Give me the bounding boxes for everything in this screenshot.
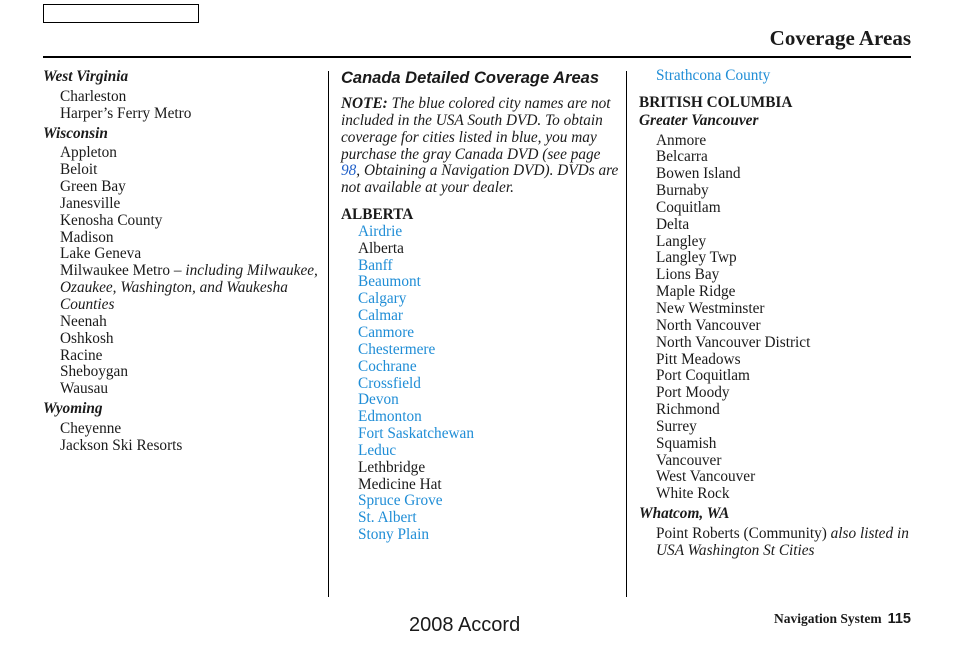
city-item: [341, 477, 621, 494]
city-item: [639, 402, 914, 419]
city-name: Lake Geneva: [60, 245, 142, 263]
region-heading: Greater Vancouver: [639, 111, 759, 129]
city-item: [341, 510, 621, 527]
city-item: [639, 486, 914, 503]
city-name: Alberta: [358, 239, 404, 257]
city-name: Edmonton: [358, 408, 422, 426]
city-item: [639, 149, 914, 166]
city-name: Stony Plain: [358, 526, 429, 544]
column-us-states: [43, 68, 318, 455]
city-item: [341, 342, 621, 359]
city-item: [639, 217, 914, 234]
city-item: [43, 179, 318, 196]
bc-regions: [639, 113, 914, 560]
header-box: [43, 4, 199, 23]
city-item: [639, 234, 914, 251]
region-heading: Whatcom, WA: [639, 505, 730, 523]
city-note: including Milwaukee, Ozaukee, Washington, and Waukesha Counties: [60, 262, 318, 313]
city-item: [341, 325, 621, 342]
footer-model: 2008 Accord: [409, 614, 521, 636]
city-name: Coquitlam: [656, 198, 721, 216]
city-item: [43, 213, 318, 230]
city-name: Madison: [60, 228, 114, 246]
city-name: Fort Saskatchewan: [358, 425, 474, 443]
city-name: Anmore: [656, 131, 707, 149]
city-name: Crossfield: [358, 374, 421, 392]
city-name: Airdrie: [358, 222, 403, 240]
city-name: Squamish: [656, 434, 717, 452]
footer-section: Navigation System: [773, 611, 882, 626]
city-item: [341, 359, 621, 376]
city-name: Janesville: [60, 194, 121, 212]
city-item: [43, 348, 318, 365]
city-item: [639, 385, 914, 402]
city-item: [341, 376, 621, 393]
city-name: Beloit: [60, 161, 98, 179]
city-item: [341, 308, 621, 325]
city-item: [341, 426, 621, 443]
city-note: also listed in USA Washington St Cities: [656, 524, 909, 559]
city-name: Strathcona County: [656, 67, 771, 84]
city-name: Racine: [60, 346, 103, 364]
city-item: [639, 133, 914, 150]
city-item: [43, 162, 318, 179]
city-name: Oshkosh: [60, 329, 114, 347]
city-name: Kenosha County: [60, 211, 163, 229]
city-name: Point Roberts (Community): [656, 524, 831, 542]
city-item: [341, 241, 621, 258]
province-heading: BRITISH COLUMBIA: [639, 93, 793, 111]
city-item: [341, 274, 621, 291]
city-name: Cochrane: [358, 357, 417, 375]
canada-note: [341, 96, 621, 197]
column-canada: [341, 68, 621, 544]
city-item: [43, 438, 318, 455]
city-name: Canmore: [358, 323, 415, 341]
province-heading: ALBERTA: [341, 206, 414, 224]
city-name: Surrey: [656, 417, 697, 435]
state-heading: Wisconsin: [43, 124, 108, 142]
city-name: Harper’s Ferry Metro: [60, 104, 192, 122]
city-item: [639, 183, 914, 200]
city-item: [639, 419, 914, 436]
city-name: Milwaukee Metro –: [60, 262, 186, 280]
city-item: [43, 196, 318, 213]
city-name: Belcarra: [656, 148, 708, 166]
city-name: Beaumont: [358, 273, 421, 291]
city-item: [639, 453, 914, 470]
city-item: [341, 527, 621, 544]
city-item: [639, 436, 914, 453]
city-name: Cheyenne: [60, 419, 122, 437]
city-item: [43, 421, 318, 438]
city-name: Lions Bay: [656, 266, 720, 284]
column-divider-1: [328, 71, 329, 597]
footer-nav: [774, 611, 911, 627]
city-name: Vancouver: [656, 451, 722, 469]
city-item: [639, 301, 914, 318]
city-item: [639, 368, 914, 385]
city-item: [43, 246, 318, 263]
city-name: Lethbridge: [358, 458, 426, 476]
note-page-link[interactable]: 98: [341, 162, 357, 180]
state-heading: West Virginia: [43, 68, 129, 85]
city-name: Neenah: [60, 312, 107, 330]
city-item: [341, 291, 621, 308]
city-item: [639, 166, 914, 183]
column-british-columbia: [639, 68, 914, 560]
page-number: 115: [887, 611, 911, 627]
continued-list: [639, 68, 914, 85]
city-name: Sheboygan: [60, 363, 128, 381]
note-text-2: , Obtaining a Navigation DVD). DVDs are not available at your dealer.: [341, 162, 619, 197]
city-name: Spruce Grove: [358, 492, 443, 510]
city-name: Port Moody: [656, 384, 730, 402]
header-rule: [43, 56, 911, 58]
city-item: [43, 381, 318, 398]
city-name: Charleston: [60, 87, 127, 105]
city-name: White Rock: [656, 485, 730, 503]
city-item: [43, 89, 318, 106]
city-item: [639, 250, 914, 267]
city-item: [341, 224, 621, 241]
city-item: [43, 314, 318, 331]
city-item: [639, 200, 914, 217]
note-text-1: The blue colored city names are not included in the USA South DVD. To obtain coverage for cities listed in blue, you may purchase the gray Canada DVD (see page: [341, 95, 611, 163]
city-name: Maple Ridge: [656, 283, 736, 301]
city-item: [341, 409, 621, 426]
city-item: [639, 335, 914, 352]
page-title: Coverage Areas: [769, 26, 911, 50]
city-item: [341, 460, 621, 477]
city-name: Pitt Meadows: [656, 350, 741, 368]
city-name: West Vancouver: [656, 468, 756, 486]
city-item: [43, 145, 318, 162]
city-name: New Westminster: [656, 299, 765, 317]
city-item: [639, 469, 914, 486]
note-label: NOTE:: [341, 95, 388, 112]
column-divider-2: [626, 71, 627, 597]
state-heading: Wyoming: [43, 400, 103, 418]
city-name: Burnaby: [656, 182, 709, 200]
city-name: Leduc: [358, 441, 397, 459]
city-item: [341, 258, 621, 275]
city-name: Langley Twp: [656, 249, 737, 267]
city-name: Medicine Hat: [358, 475, 442, 493]
city-name: Calgary: [358, 290, 407, 308]
city-name: Banff: [358, 256, 393, 274]
city-name: North Vancouver District: [656, 333, 811, 351]
city-name: St. Albert: [358, 509, 417, 527]
city-item: [43, 263, 318, 314]
city-name: Bowen Island: [656, 165, 741, 183]
city-name: Richmond: [656, 401, 720, 419]
city-item: [639, 352, 914, 369]
canada-section-title: Canada Detailed Coverage Areas: [341, 69, 599, 87]
city-item: [341, 493, 621, 510]
city-item: [639, 68, 914, 85]
city-item: [639, 526, 914, 560]
city-item: [341, 392, 621, 409]
city-item: [43, 106, 318, 123]
city-name: Delta: [656, 215, 690, 233]
city-item: [43, 230, 318, 247]
city-name: Appleton: [60, 144, 117, 162]
city-item: [43, 331, 318, 348]
city-name: Chestermere: [358, 340, 436, 358]
city-item: [639, 267, 914, 284]
alberta-list: [341, 207, 621, 544]
city-name: Green Bay: [60, 178, 126, 196]
city-item: [639, 318, 914, 335]
city-item: [341, 443, 621, 460]
city-name: Devon: [358, 391, 399, 409]
city-name: Wausau: [60, 380, 109, 398]
city-name: Calmar: [358, 307, 404, 325]
city-name: North Vancouver: [656, 316, 761, 334]
city-name: Port Coquitlam: [656, 367, 750, 385]
city-item: [639, 284, 914, 301]
city-name: Langley: [656, 232, 707, 250]
city-name: Jackson Ski Resorts: [60, 436, 183, 454]
city-item: [43, 364, 318, 381]
